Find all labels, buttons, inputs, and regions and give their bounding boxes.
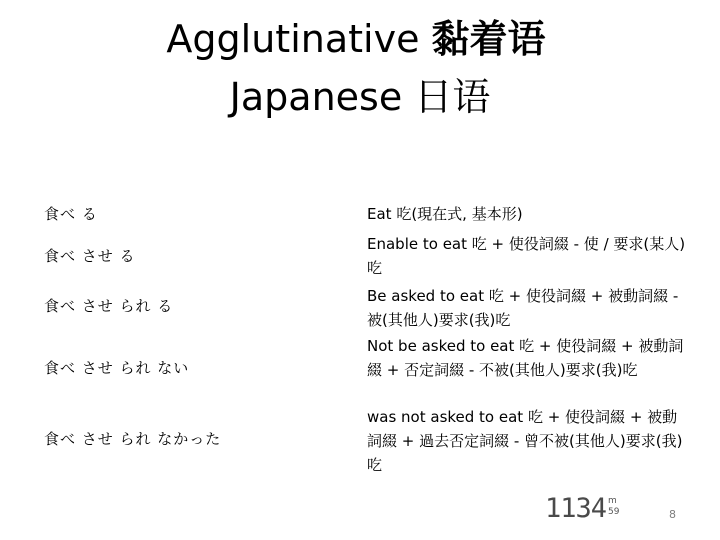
- japanese-form: 食べ させ る: [44, 247, 136, 265]
- explanation: Enable to eat 吃 + 使役詞綴 - 使 / 要求(某人)吃: [367, 235, 686, 277]
- clock-unit: [608, 496, 619, 518]
- title-english: Agglutinative: [166, 17, 420, 61]
- clock-digits: 1134: [545, 493, 607, 524]
- subtitle-chinese: 日语: [414, 75, 491, 119]
- subtitle-english: Japanese: [229, 75, 403, 119]
- explanation: was not asked to eat 吃 + 使役詞綴 + 被動詞綴 + 過去否定詞綴 - 曾不被(其他人)要求(我)吃: [367, 408, 683, 474]
- page-number: 8: [669, 508, 676, 521]
- clock-widget: [545, 494, 619, 524]
- japanese-form: 食べ させ られ ない: [44, 359, 190, 377]
- japanese-form: 食べ させ られ る: [44, 297, 174, 315]
- clock-unit-bottom: 59: [608, 507, 620, 517]
- title-chinese: 黏着语: [431, 17, 546, 61]
- japanese-form: 食べ る: [44, 205, 98, 223]
- japanese-form: 食べ させ られ なかった: [44, 430, 222, 448]
- slide-title: [0, 16, 716, 62]
- explanation: Not be asked to eat 吃 + 使役詞綴 + 被動詞綴 + 否定詞綴 - 不被(其他人)要求(我)吃: [367, 337, 684, 379]
- slide-subtitle: [0, 74, 720, 120]
- explanation: Be asked to eat 吃 + 使役詞綴 + 被動詞綴 - 被(其他人)要求(我)吃: [367, 287, 679, 329]
- clock-unit-top: m: [608, 496, 617, 506]
- explanation: Eat 吃(現在式, 基本形): [367, 205, 523, 223]
